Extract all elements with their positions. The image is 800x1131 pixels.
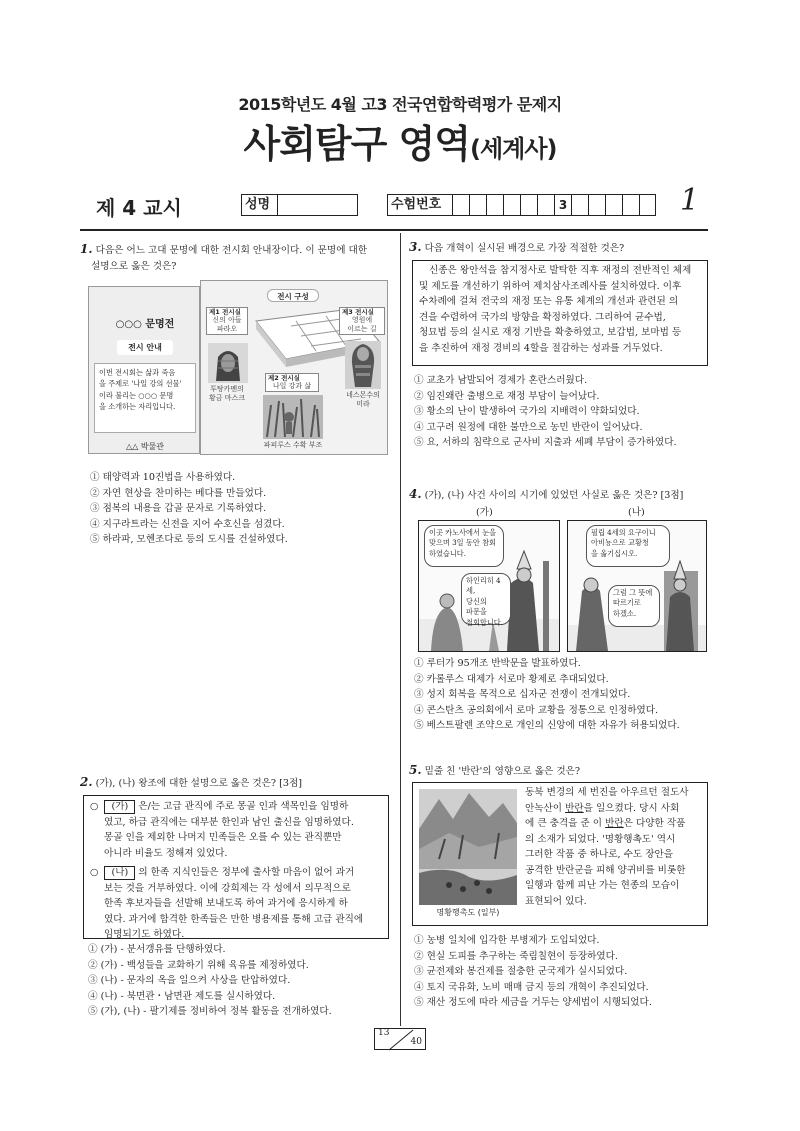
- exhibit-panel: [200, 280, 388, 455]
- choice-2[interactable]: ② 임진왜란 출병으로 재정 부담이 늘어났다.: [414, 390, 600, 402]
- exam-number-cell[interactable]: [538, 194, 555, 216]
- choice-1[interactable]: ① (가) - 분서갱유를 단행하였다.: [88, 944, 226, 955]
- speech-bubble: [424, 525, 504, 567]
- blank-na: (나): [104, 866, 135, 880]
- choice-4[interactable]: ④ 지구라트라는 신전을 지어 수호신을 섬겼다.: [90, 518, 285, 530]
- room-3-sub: 영원에: [351, 316, 373, 325]
- exam-number-cell[interactable]: [572, 194, 589, 216]
- question-number: 5.: [409, 763, 422, 777]
- exam-subtitle: 2015학년도 4월 고3 전국연합학력평가 문제지: [238, 95, 562, 114]
- passage-line: 였다. 과거에 합격한 한족들은 만한 병용제를 통해 고급 관직에: [104, 913, 364, 925]
- guide-line: 이라 불리는 ○○○ 문명: [99, 390, 174, 400]
- exam-number-cell[interactable]: [453, 194, 470, 216]
- room-2-title: 제2 전시실: [268, 374, 300, 382]
- question-stem: 다음은 어느 고대 문명에 대한 전시회 안내장이다. 이 문명에 대한: [95, 245, 368, 256]
- column-divider: [400, 233, 401, 1026]
- speech-bubble: [608, 585, 660, 627]
- guide-line: 이번 전시회는 삶과 죽음: [99, 368, 176, 377]
- choice-5[interactable]: ⑤ 요, 서하의 침략으로 군사비 지출과 세폐 부담이 증가하였다.: [414, 437, 677, 449]
- passage-line: 보는 것을 거부하였다. 이에 강희제는 각 성에서 의무적으로: [104, 882, 351, 894]
- choice-5[interactable]: ⑤ 베스트팔렌 조약으로 개인의 신앙에 대한 자유가 허용되었다.: [414, 720, 680, 732]
- room-3-label: [339, 307, 385, 335]
- choice-3[interactable]: ③ 점복의 내용을 갑골 문자로 기록하였다.: [90, 503, 267, 515]
- question-stem-cont: 설명으로 옳은 것은?: [91, 261, 177, 273]
- title-main: 사회탐구 영역: [243, 122, 470, 166]
- painting-image: [419, 789, 517, 905]
- room-1-title: 제1 전시실: [209, 308, 241, 316]
- passage-line: 의 소재가 되었다. '명황행촉도' 역시: [525, 833, 676, 845]
- choice-4[interactable]: ④ (나) - 북면관・남면관 제도를 실시하였다.: [88, 990, 276, 1002]
- choice-4[interactable]: ④ 콘스탄츠 공의회에서 로마 교황을 정통으로 인정하였다.: [414, 704, 659, 716]
- exam-number-cell[interactable]: [623, 194, 640, 216]
- speech-line: 이곳 카노사에서 눈을: [429, 528, 497, 537]
- choice-3[interactable]: ③ 황소의 난이 발생하여 국가의 지배력이 약화되었다.: [414, 406, 640, 418]
- q3-source-box: [412, 260, 708, 366]
- choice-1[interactable]: ① 태양력과 10진법을 사용하였다.: [90, 472, 236, 483]
- room-1-caption: [203, 385, 251, 403]
- passage-line: 몽골 인을 제외한 나머지 민족들은 오를 수 있는 관직뿐만: [104, 832, 342, 844]
- passage-line: 아니라 비율도 정해져 있었다.: [104, 847, 228, 859]
- name-label: 성명: [241, 194, 278, 216]
- choice-4[interactable]: ④ 고구려 원정에 대한 불만으로 농민 반란이 일어났다.: [414, 421, 643, 433]
- brochure-title: ○○○ 문명전: [115, 319, 175, 330]
- passage-line: 일행과 함께 피난 가는 현종의 모습이: [525, 880, 680, 892]
- room-1-label: [206, 307, 248, 335]
- speech-line: 철회합니다.: [466, 617, 504, 627]
- footer-total: 40: [410, 1037, 422, 1047]
- exam-number-cell[interactable]: [589, 194, 606, 216]
- passage-line: 였고, 하급 관직에는 대부분 한인과 남인 출신을 임명하였다.: [104, 816, 354, 828]
- room-1-sub: 파라오: [216, 325, 238, 334]
- room-3-title: 제3 전시실: [342, 308, 374, 316]
- passage-line: 은/는 고급 관직에 주로 몽골 인과 색목인을 임명하: [138, 801, 349, 812]
- exam-number-cell[interactable]: [640, 194, 656, 216]
- footer-page: 13: [378, 1028, 390, 1038]
- question-1: [80, 240, 395, 275]
- room-1-caption-line: 투탕카멘의: [210, 385, 244, 393]
- room-1-caption-line: 황금 마스크: [208, 393, 246, 402]
- q3-choices: [414, 373, 714, 451]
- blank-ga: (가): [104, 800, 135, 814]
- question-stem: (가), (나) 왕조에 대한 설명으로 옳은 것은? [3점]: [95, 778, 302, 789]
- passage-line: 수차례에 걸쳐 전국의 재정 또는 유통 체계의 개선과 관련된 의: [419, 296, 679, 308]
- choice-5[interactable]: ⑤ 하라파, 모헨조다로 등의 도시를 건설하였다.: [90, 534, 288, 546]
- question-stem: (가), (나) 사건 사이의 시기에 있었던 사실로 옳은 것은? [3점]: [424, 490, 684, 501]
- brochure-panel: [88, 286, 200, 454]
- room-3-caption: [341, 391, 385, 409]
- question-number: 1.: [80, 242, 93, 256]
- question-5: [409, 761, 709, 780]
- passage-line: 그러한 작품 중 하나로, 수도 장안을: [525, 849, 674, 861]
- question-3: [409, 238, 709, 257]
- museum-name: △△ 박물관: [125, 442, 165, 451]
- passage-line: 을 추진하여 재정 경비의 4할을 절감하는 성과를 거두었다.: [419, 342, 663, 354]
- name-field[interactable]: [278, 194, 358, 216]
- comic-panel-ga: [418, 520, 560, 652]
- room-2-sub: 나일 강과 삶: [272, 382, 312, 391]
- guide-box: [94, 363, 196, 433]
- question-number: 3.: [409, 240, 422, 254]
- label-ga: (가): [476, 507, 493, 518]
- question-number: 4.: [409, 487, 422, 501]
- mummy-image: [345, 341, 381, 389]
- painting-caption: 명황행촉도 (일부): [436, 908, 500, 917]
- question-2: [80, 773, 395, 792]
- passage-line: 의 한족 지식인들은 정부에 출사할 마음이 없어 과거: [138, 867, 355, 879]
- passage-line: 안녹산이 반란을 일으켰다. 당시 사회: [525, 802, 680, 814]
- question-4: [409, 485, 709, 504]
- choice-2[interactable]: ② (가) - 백성들을 교화하기 위해 육유를 제정하였다.: [88, 959, 309, 971]
- q5-choices: [414, 933, 714, 1011]
- choice-2[interactable]: ② 카롤루스 대제가 서로마 황제로 추대되었다.: [414, 673, 609, 685]
- exam-number-label: 수험번호: [387, 194, 453, 216]
- choice-2[interactable]: ② 자연 현상을 찬미하는 베다를 만들었다.: [90, 487, 267, 499]
- passage-line: 청묘법 등의 실시로 재정 기반을 확충하였고, 보갑법, 보마법 등: [419, 327, 682, 339]
- q1-choices: [90, 470, 395, 548]
- choice-5[interactable]: ⑤ 재산 정도에 따라 세금을 거두는 양세법이 시행되었다.: [414, 997, 652, 1009]
- question-stem: 밑줄 친 '반란'의 영향으로 옳은 것은?: [424, 766, 581, 777]
- q2-source-box: ○ (가) 은/는 고급 관직에 주로 몽골 인과 색목인을 임명하 였고, 하급 관직에는 대부분 한인과 남인 출신을 임명하였다. 몽골 인을 제외한 나머지 민족들은 오를 수 있는 관직뿐만 아니라 비율도 정해져 있었다. ○ (나) 의 한족 지식인들은 정부에 출사할 마음이 없어 과거 보는 것을 거부하였다. 이에 강희제는 각 성에서 의무적으로 한족 후보자들을 선발해 보내도록 하여 과거에 응시하게 하 였다. 과거에 합격한 한족들은 만한 병용제를 통해 고급 관직에 임명되기도 하였다.: [83, 795, 389, 939]
- exam-title: [0, 122, 800, 168]
- page-number: 1: [680, 183, 700, 218]
- exhibit-label: 전시 구성: [267, 289, 319, 302]
- passage-line: 신종은 왕안석을 참지정사로 발탁한 직후 재정의 전반적인 체제: [429, 265, 692, 276]
- passage-line: 및 제도를 개선하기 위하여 제치삼사조례사를 설치하였다. 이후: [419, 280, 682, 292]
- guide-label: 전시 안내: [117, 340, 173, 355]
- choice-1[interactable]: ① 농병 일치에 입각한 부병제가 도입되었다.: [414, 935, 600, 946]
- guide-line: 을 주제로 '나일 강의 선물': [99, 379, 182, 389]
- speech-line: 아비뇽으로 교황청: [591, 538, 649, 548]
- room-1-sub: 신의 아들: [212, 316, 242, 325]
- exam-number-cell[interactable]: [606, 194, 623, 216]
- room-2-caption: 파피루스 수확 부조: [263, 441, 323, 449]
- room-3-caption-line: 미라: [356, 399, 370, 408]
- speech-line: 그럼 그 뜻에: [613, 588, 653, 597]
- choice-1[interactable]: ① 루터가 95개조 반박문을 발표하였다.: [414, 658, 581, 669]
- speech-line: 파문을: [466, 607, 487, 617]
- exam-number-cell[interactable]: [504, 194, 521, 216]
- passage-line: 한족 후보자들을 선발해 보내도록 하여 과거에 응시하게 하: [104, 898, 348, 910]
- passage-line: 표현되어 있다.: [525, 895, 587, 907]
- q2-choices: [88, 942, 393, 1020]
- passage-line: 에 큰 충격을 준 이 반란은 다양한 작품: [525, 818, 686, 830]
- title-subject: (세계사): [469, 135, 557, 163]
- underlined-rebellion: 반란: [605, 818, 624, 830]
- speech-line: 필립 4세의 요구이니: [591, 528, 656, 537]
- choice-2[interactable]: ② 현실 도피를 추구하는 죽림칠현이 등장하였다.: [414, 950, 618, 962]
- choice-3[interactable]: ③ 성지 회복을 목적으로 십자군 전쟁이 전개되었다.: [414, 689, 631, 701]
- question-number: 2.: [80, 775, 93, 789]
- speech-bubble: [586, 525, 670, 567]
- speech-line: 맞으며 3일 동안 참회: [429, 538, 496, 548]
- choice-3[interactable]: ③ (나) - 문자의 옥을 일으켜 사상을 탄압하였다.: [88, 975, 291, 987]
- footer-page-counter: [374, 1028, 426, 1050]
- papyrus-relief-image: [263, 395, 323, 439]
- exam-number-cell[interactable]: [487, 194, 504, 216]
- choice-3[interactable]: ③ 균전제와 봉건제를 절충한 군국제가 실시되었다.: [414, 966, 628, 978]
- exam-number-cell[interactable]: [470, 194, 487, 216]
- speech-line: 따르기로: [613, 598, 641, 608]
- exam-number-cell[interactable]: [521, 194, 538, 216]
- guide-line: 을 소개하는 자리입니다.: [99, 402, 176, 412]
- q5-passage: [525, 785, 707, 909]
- golden-mask-image: [208, 343, 248, 383]
- exhibition-figure: [88, 280, 388, 455]
- passage-line: 공격한 반란군을 피해 양귀비를 비롯한: [525, 864, 686, 876]
- q5-source-box: [412, 782, 708, 926]
- choice-4[interactable]: ④ 토지 국유화, 노비 매매 금지 등의 개혁이 추진되었다.: [414, 981, 649, 993]
- choice-5[interactable]: ⑤ (가), (나) - 팔기제를 정비하여 정복 활동을 전개하였다.: [88, 1006, 332, 1018]
- speech-line: 하인리히 4세,: [466, 576, 501, 596]
- question-stem: 다음 개혁이 실시된 배경으로 가장 적절한 것은?: [424, 243, 625, 254]
- q4-choices: [414, 656, 714, 734]
- period-label: 제 4 교시: [96, 196, 182, 220]
- passage-line: 임명되기도 하였다.: [104, 929, 185, 941]
- label-na: (나): [628, 507, 645, 518]
- passage-line: 동북 변경의 세 번진을 아우르던 절도사: [525, 787, 689, 798]
- header-rule: [80, 229, 708, 231]
- room-2-label: [265, 373, 319, 392]
- choice-1[interactable]: ① 교초가 남발되어 경제가 혼란스러웠다.: [414, 375, 588, 386]
- speech-line: 하였습니다.: [429, 548, 467, 558]
- room-3-caption-line: 네스몬수의: [346, 391, 380, 399]
- comic-panel-na: [567, 520, 707, 652]
- speech-line: 을 옮기십시오.: [591, 548, 638, 558]
- passage-line: 견을 수렴하여 국가의 방향을 확정하였다. 그리하여 균수법,: [419, 311, 666, 323]
- speech-line: 하겠소.: [613, 608, 637, 618]
- underlined-rebellion: 반란: [565, 802, 584, 814]
- speech-bubble: [461, 573, 511, 625]
- exam-number-digit: 3: [555, 194, 572, 216]
- room-3-sub: 이르는 길: [347, 325, 377, 334]
- speech-line: 당신의: [466, 596, 487, 606]
